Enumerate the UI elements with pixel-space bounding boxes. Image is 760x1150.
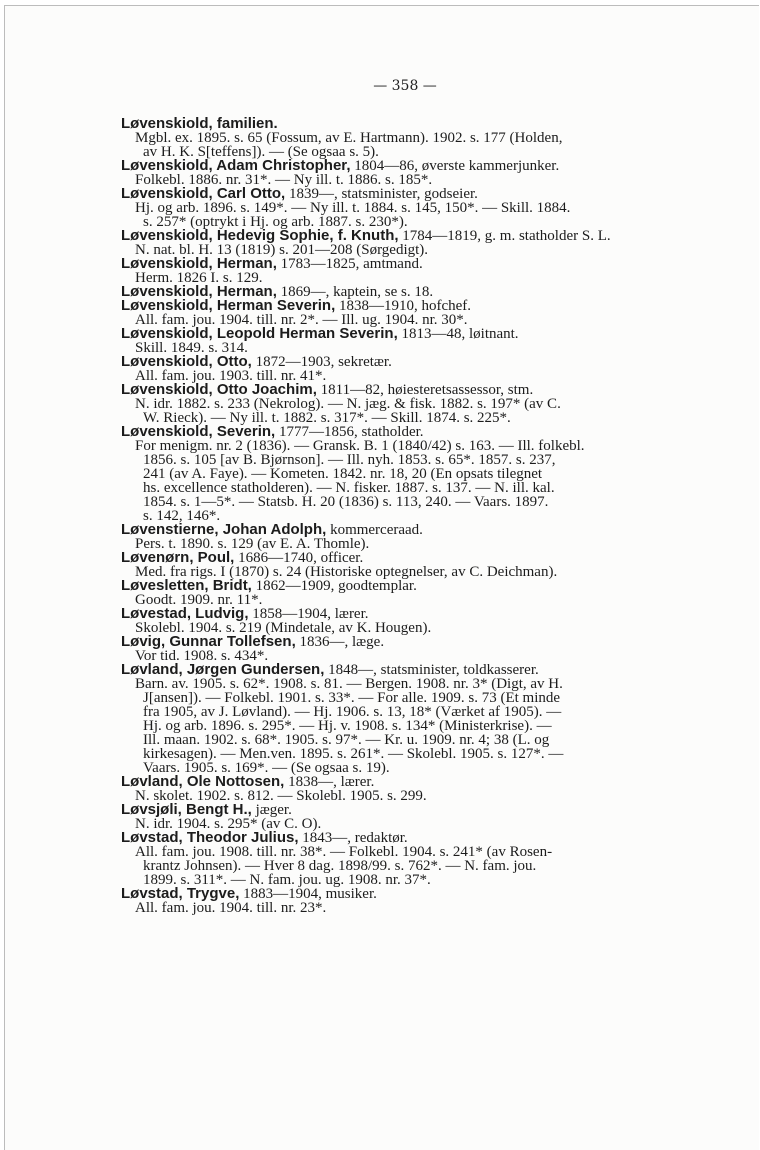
entry-name: Løvland, Ole Nottosen, [121, 773, 285, 790]
entry-description: 1813—48, løitnant. [397, 326, 519, 342]
reference-line: Vaars. 1905. s. 169*. — (Se ogsaa s. 19). [143, 760, 390, 776]
entry-description: 1777—1856, statholder. [275, 424, 424, 440]
reference-line: 1856. s. 105 [av B. Bjørnson]. — Ill. nyh. 1853. s. 65*. 1857. s. 237, [143, 452, 556, 468]
entry-description: 1838—1910, hofchef. [335, 298, 472, 314]
entry-heading [121, 607, 691, 621]
entry-description: 1869—, kaptein, se s. 18. [276, 284, 434, 300]
reference-line: For menigm. nr. 2 (1836). — Gransk. B. 1 (1840/42) s. 163. — Ill. folkebl. [135, 438, 585, 454]
book-page [4, 5, 759, 1150]
index-entry [121, 663, 691, 775]
entry-name: Løvenskiold, Adam Christopher, [121, 157, 351, 174]
entry-heading [121, 257, 691, 271]
index-entry [121, 159, 691, 187]
index-entry [121, 425, 691, 523]
entry-references [121, 901, 691, 915]
entry-name: Løvland, Jørgen Gundersen, [121, 661, 325, 678]
index-entry [121, 383, 691, 425]
entry-references [121, 845, 691, 887]
reference-line: s. 257* (optrykt i Hj. og arb. 1887. s. 230*). [143, 214, 408, 230]
index-entry [121, 579, 691, 607]
entry-heading [121, 159, 691, 173]
index-entry [121, 187, 691, 229]
entry-name: Løvenstierne, Johan Adolph, [121, 521, 327, 538]
entry-name: Løvstad, Theodor Julius, [121, 829, 299, 846]
entry-heading [121, 299, 691, 313]
entry-name: Løvig, Gunnar Tollefsen, [121, 633, 296, 650]
index-entry [121, 887, 691, 915]
reference-line: All. fam. jou. 1904. till. nr. 23*. [135, 900, 327, 916]
reference-line: Hj. og arb. 1896. s. 295*. — Hj. v. 1908. s. 134* (Ministerkrise). — [143, 718, 552, 734]
entry-heading [121, 775, 691, 789]
index-entry [121, 327, 691, 355]
entry-heading [121, 117, 691, 131]
entry-description: 1784—1819, g. m. statholder S. L. [398, 228, 611, 244]
index-entry [121, 257, 691, 285]
reference-line: 1899. s. 311*. — N. fam. jou. ug. 1908. nr. 37*. [143, 872, 431, 888]
entry-heading [121, 187, 691, 201]
reference-line: N. idr. 1882. s. 233 (Nekrolog). — N. jæg. & fisk. 1882. s. 197* (av C. [135, 396, 561, 412]
index-entry [121, 635, 691, 663]
reference-line: 1854. s. 1—5*. — Statsb. H. 20 (1836) s. 113, 240. — Vaars. 1897. [143, 494, 549, 510]
reference-line: s. 142, 146*. [143, 508, 221, 524]
entry-name: Løvsjøli, Bengt H., [121, 801, 252, 818]
entry-name: Løvenskiold, Herman, [121, 255, 277, 272]
index-entry [121, 117, 691, 159]
reference-line: W. Rieck). — Ny ill. t. 1882. s. 317*. — Skill. 1874. s. 225*. [143, 410, 511, 426]
entry-name: Løvenskiold, Severin, [121, 423, 276, 440]
index-entry [121, 355, 691, 383]
entry-heading [121, 355, 691, 369]
reference-line: Goodt. 1909. nr. 11*. [135, 592, 263, 608]
index-entries [121, 117, 691, 915]
entry-references [121, 439, 691, 523]
entry-heading [121, 327, 691, 341]
entry-description: 1783—1825, amtmand. [276, 256, 423, 272]
page-number: — 358 — [373, 78, 437, 94]
entry-description: 1883—1904, musiker. [239, 886, 377, 902]
entry-heading [121, 523, 691, 537]
reference-line: Skolebl. 1904. s. 219 (Mindetale, av K. Hougen). [135, 620, 432, 636]
entry-heading [121, 551, 691, 565]
entry-description: 1872—1903, sekretær. [251, 354, 392, 370]
entry-name: Løvenørn, Poul, [121, 549, 235, 566]
entry-heading [121, 635, 691, 649]
entry-heading [121, 229, 691, 243]
entry-name: Løvestad, Ludvig, [121, 605, 249, 622]
index-entry [121, 229, 691, 257]
entry-description: jæger. [251, 802, 292, 818]
reference-line: Skill. 1849. s. 314. [135, 340, 248, 356]
reference-line: Mgbl. ex. 1895. s. 65 (Fossum, av E. Hartmann). 1902. s. 177 (Holden, [135, 130, 563, 146]
reference-line: kirkesagen). — Men.ven. 1895. s. 261*. — Skolebl. 1905. s. 127*. — [143, 746, 564, 762]
reference-line: All. fam. jou. 1903. till. nr. 41*. [135, 368, 327, 384]
entry-heading [121, 579, 691, 593]
reference-line: All. fam. jou. 1908. till. nr. 38*. — Folkebl. 1904. s. 241* (av Rosen- [135, 844, 553, 860]
entry-description: 1686—1740, officer. [234, 550, 364, 566]
reference-line: krantz Johnsen). — Hver 8 dag. 1898/99. s. 762*. — N. fam. jou. [143, 858, 537, 874]
entry-description: 1804—86, øverste kammerjunker. [350, 158, 560, 174]
entry-name: Løvstad, Trygve, [121, 885, 240, 902]
reference-line: av H. K. S[teffens]). — (Se ogsaa s. 5). [143, 144, 379, 160]
entry-name: Løvenskiold, Herman, [121, 283, 277, 300]
entry-description: 1836—, læge. [295, 634, 385, 650]
entry-description: 1848—, statsminister, toldkasserer. [324, 662, 539, 678]
entry-description: kommerceraad. [326, 522, 423, 538]
entry-heading [121, 887, 691, 901]
entry-description: 1839—, statsminister, godseier. [285, 186, 478, 202]
reference-line: fra 1905, av J. Løvland). — Hj. 1906. s. 13, 18* (Værket af 1905). — [143, 704, 562, 720]
entry-heading [121, 663, 691, 677]
entry-heading [121, 831, 691, 845]
reference-line: hs. excellence statholderen). — N. fisker. 1887. s. 137. — N. ill. kal. [143, 480, 555, 496]
reference-line: Vor tid. 1908. s. 434*. [135, 648, 269, 664]
entry-name: Løvenskiold, familien. [121, 115, 278, 132]
reference-line: Barn. av. 1905. s. 62*. 1908. s. 81. — Bergen. 1908. nr. 3* (Digt, av H. [135, 676, 563, 692]
reference-line: All. fam. jou. 1904. till. nr. 2*. — Ill. ug. 1904. nr. 30*. [135, 312, 468, 328]
index-entry [121, 607, 691, 635]
index-entry [121, 551, 691, 579]
reference-line: Ill. maan. 1902. s. 68*. 1905. s. 97*. — Kr. u. 1909. nr. 4; 38 (L. og [143, 732, 550, 748]
entry-description: 1862—1909, goodtemplar. [251, 578, 417, 594]
entry-references [121, 397, 691, 425]
reference-line: N. nat. bl. H. 13 (1819) s. 201—208 (Sørgedigt). [135, 242, 429, 258]
entry-heading [121, 383, 691, 397]
reference-line: Med. fra rigs. I (1870) s. 24 (Historiske optegnelser, av C. Deichman). [135, 564, 558, 580]
reference-line: N. idr. 1904. s. 295* (av C. O). [135, 816, 322, 832]
reference-line: Herm. 1826 I. s. 129. [135, 270, 263, 286]
reference-line: N. skolet. 1902. s. 812. — Skolebl. 1905. s. 299. [135, 788, 427, 804]
index-entry [121, 299, 691, 327]
entry-name: Løvenskiold, Hedevig Sophie, f. Knuth, [121, 227, 399, 244]
entry-name: Løvenskiold, Otto, [121, 353, 252, 370]
reference-line: 241 (av A. Faye). — Kometen. 1842. nr. 18, 20 (En opsats tilegnet [143, 466, 543, 482]
index-entry [121, 775, 691, 803]
index-entry [121, 831, 691, 887]
entry-description: 1858—1904, lærer. [248, 606, 369, 622]
index-entry [121, 803, 691, 831]
entry-name: Løvenskiold, Herman Severin, [121, 297, 336, 314]
index-entry [121, 523, 691, 551]
reference-line: Hj. og arb. 1896. s. 149*. — Ny ill. t. 1884. s. 145, 150*. — Skill. 1884. [135, 200, 571, 216]
entry-name: Løvenskiold, Carl Otto, [121, 185, 286, 202]
entry-name: Løvesletten, Bridt, [121, 577, 252, 594]
entry-heading [121, 425, 691, 439]
entry-description: 1843—, redaktør. [298, 830, 408, 846]
entry-references [121, 201, 691, 229]
entry-name: Løvenskiold, Otto Joachim, [121, 381, 317, 398]
reference-line: J[ansen]). — Folkebl. 1901. s. 33*. — For alle. 1909. s. 73 (Et minde [143, 690, 561, 706]
entry-description: 1838—, lærer. [284, 774, 375, 790]
reference-line: Pers. t. 1890. s. 129 (av E. A. Thomle). [135, 536, 370, 552]
entry-references [121, 677, 691, 775]
entry-references [121, 131, 691, 159]
reference-line: Folkebl. 1886. nr. 31*. — Ny ill. t. 1886. s. 185*. [135, 172, 433, 188]
entry-name: Løvenskiold, Leopold Herman Severin, [121, 325, 398, 342]
entry-heading [121, 803, 691, 817]
entry-description: 1811—82, høiesteretsassessor, stm. [316, 382, 534, 398]
